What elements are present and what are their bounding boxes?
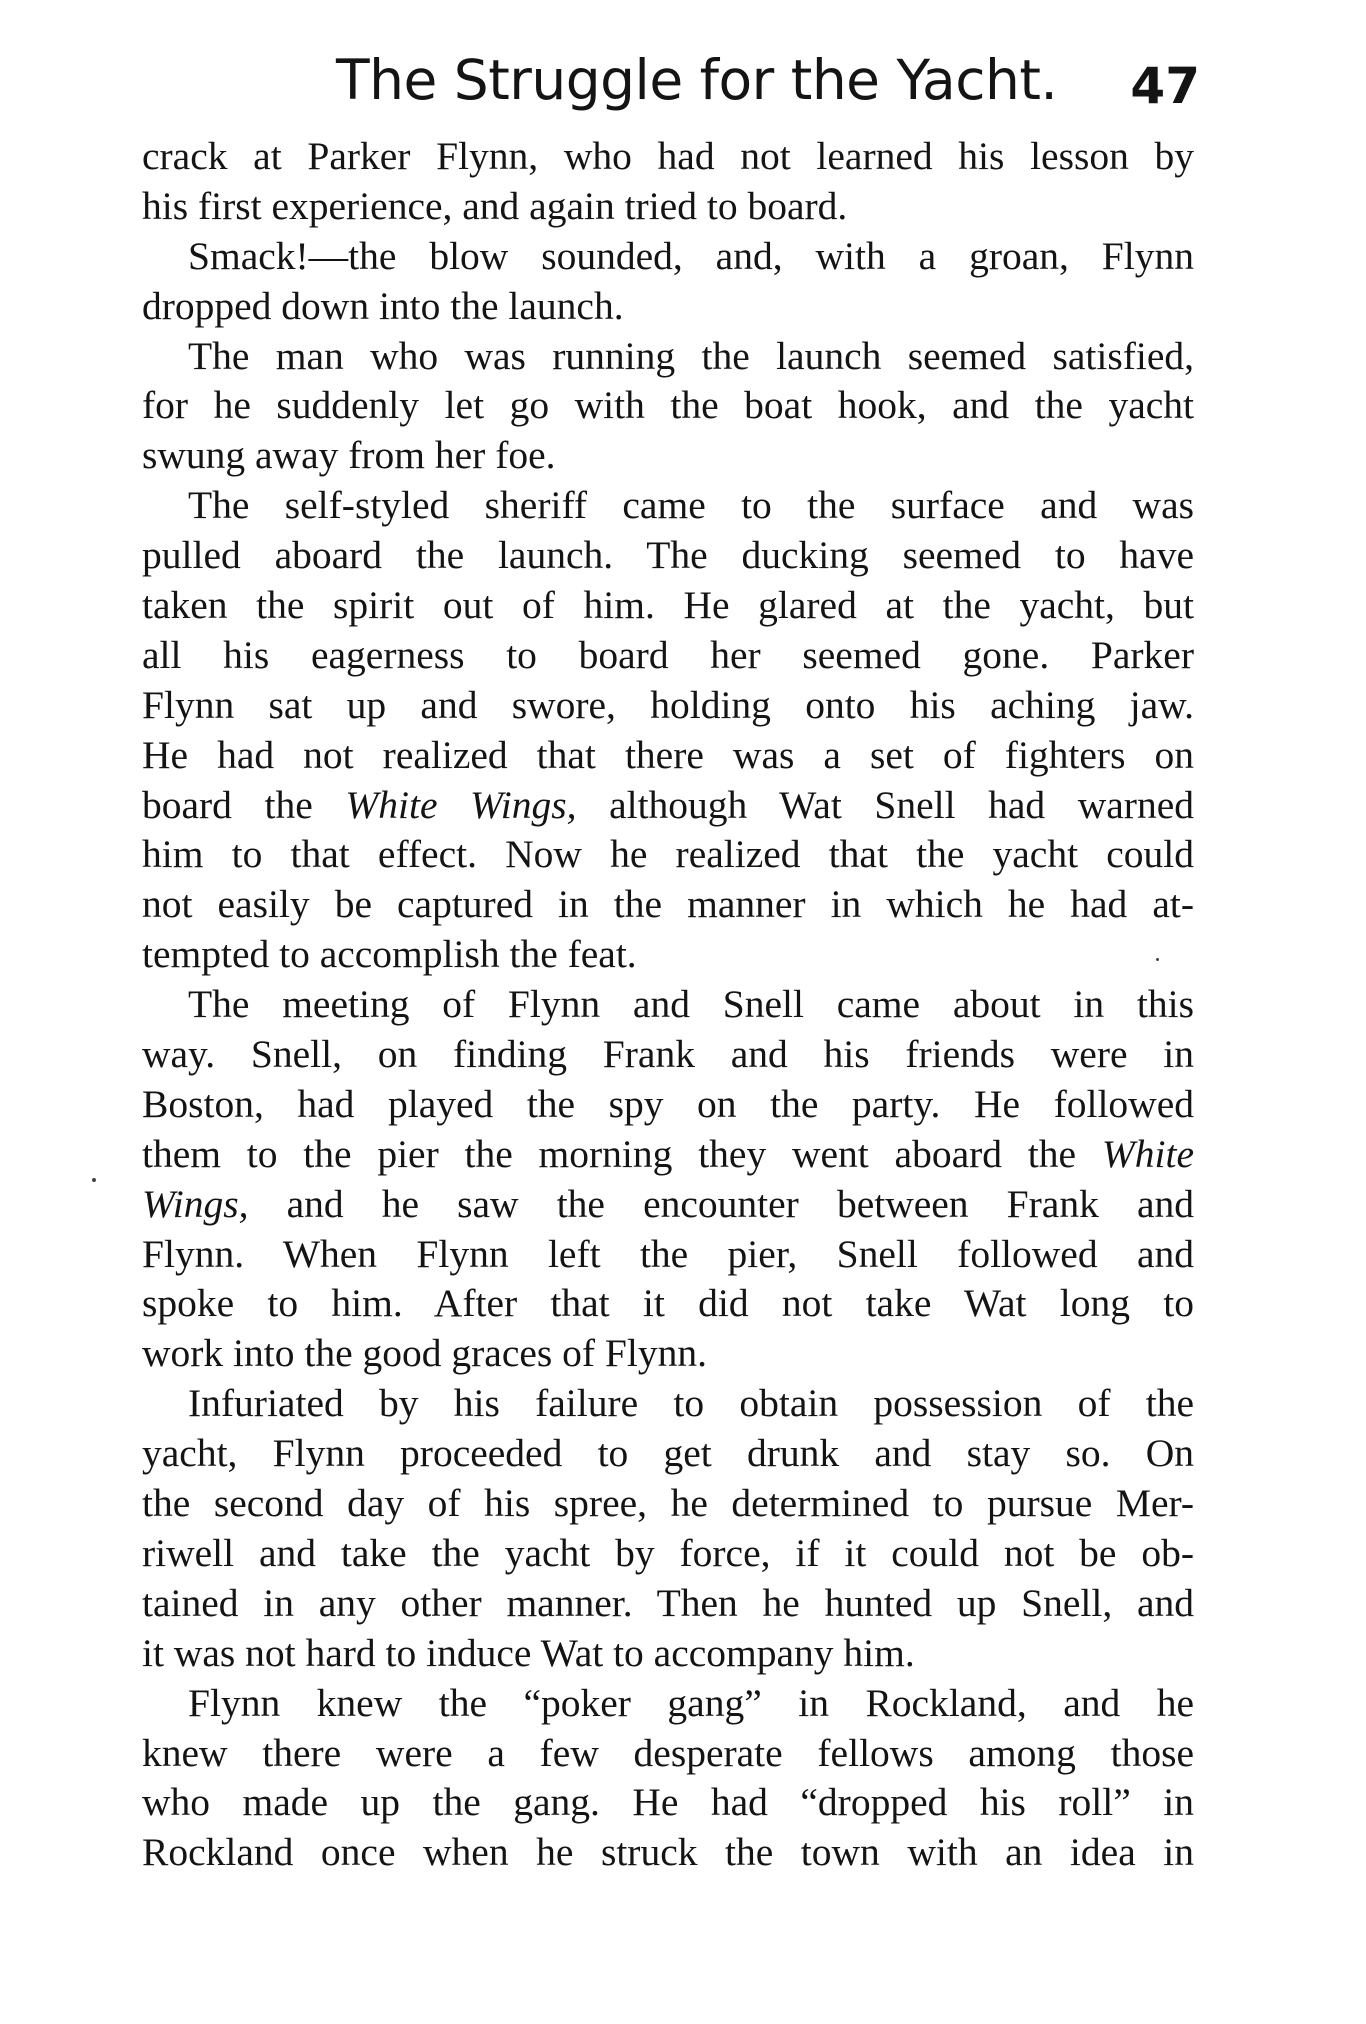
text-line: yacht, Flynn proceeded to get drunk and stay so. On [142, 1431, 1194, 1476]
paragraph [142, 132, 1194, 232]
text-line: his first experience, and again tried to board. [142, 183, 848, 228]
ship-name: Wings, [142, 1181, 249, 1226]
text-line-mixed [142, 1180, 1194, 1230]
text-line: for he suddenly let go with the boat hook, and the yacht [142, 383, 1194, 428]
body-text [142, 132, 1194, 1878]
text-line: who made up the gang. He had “dropped his roll” in [142, 1780, 1194, 1825]
text-line: Rockland once when he struck the town with an idea in [142, 1830, 1194, 1875]
text-segment: them to the pier the morning they went aboard the [142, 1131, 1102, 1176]
text-segment: and he saw the encounter between Frank and [248, 1181, 1194, 1226]
text-line: Smack!—the blow sounded, and, with a groan, Flynn [188, 233, 1194, 278]
text-line: crack at Parker Flynn, who had not learned his lesson by [142, 134, 1194, 178]
text-line: taken the spirit out of him. He glared at the yacht, but [142, 583, 1194, 628]
text-line: The meeting of Flynn and Snell came about in this [188, 982, 1194, 1027]
text-line: not easily be captured in the manner in which he had at- [142, 882, 1194, 927]
text-line: all his eagerness to board her seemed gone. Parker [142, 632, 1194, 677]
text-line: tained in any other manner. Then he hunted up Snell, and [142, 1580, 1194, 1625]
text-line: the second day of his spree, he determined to pursue Mer- [142, 1481, 1194, 1526]
text-line: knew there were a few desperate fellows among those [142, 1730, 1194, 1775]
paragraph [142, 232, 1194, 332]
text-line: Flynn. When Flynn left the pier, Snell followed and [142, 1231, 1194, 1276]
text-line: swung away from her foe. [142, 433, 556, 478]
page-number: 47 [1130, 57, 1200, 115]
text-line: He had not realized that there was a set of fighters on [142, 732, 1194, 777]
paragraph [142, 1379, 1194, 1678]
text-line: Boston, had played the spy on the party. He followed [142, 1081, 1194, 1126]
text-line: spoke to him. After that it did not take Wat long to [142, 1281, 1194, 1326]
text-segment: board the [142, 782, 346, 827]
ship-name: White Wings, [345, 782, 577, 827]
text-line: Flynn knew the “poker gang” in Rockland, and he [188, 1680, 1194, 1725]
text-line: it was not hard to induce Wat to accompany him. [142, 1630, 915, 1675]
text-line: Infuriated by his failure to obtain possession of the [188, 1381, 1194, 1426]
text-line: tempted to accomplish the feat. [142, 932, 637, 977]
running-head [140, 40, 1200, 120]
paragraph [142, 980, 1194, 1379]
print-speck [92, 1178, 96, 1182]
text-line-mixed [142, 1130, 1194, 1180]
paragraph [142, 481, 1194, 980]
text-line-mixed [142, 781, 1194, 831]
text-line: Flynn sat up and swore, holding onto his aching jaw. [142, 682, 1194, 727]
paragraph [142, 332, 1194, 482]
text-line: him to that effect. Now he realized that the yacht could [142, 832, 1194, 877]
print-speck [1156, 958, 1159, 961]
text-line: dropped down into the launch. [142, 283, 624, 328]
text-line: way. Snell, on finding Frank and his friends were in [142, 1032, 1194, 1077]
text-line: The self-styled sheriff came to the surface and was [188, 483, 1194, 528]
text-line: pulled aboard the launch. The ducking seemed to have [142, 533, 1194, 578]
paragraph [142, 1679, 1194, 1879]
text-line: work into the good graces of Flynn. [142, 1331, 707, 1376]
text-segment: although Wat Snell had warned [576, 782, 1194, 827]
text-line: The man who was running the launch seemed satisfied, [188, 333, 1194, 378]
text-line: riwell and take the yacht by force, if it could not be ob- [142, 1530, 1194, 1575]
ship-name: White [1101, 1131, 1194, 1176]
chapter-title: The Struggle for the Yacht. [336, 48, 1058, 112]
